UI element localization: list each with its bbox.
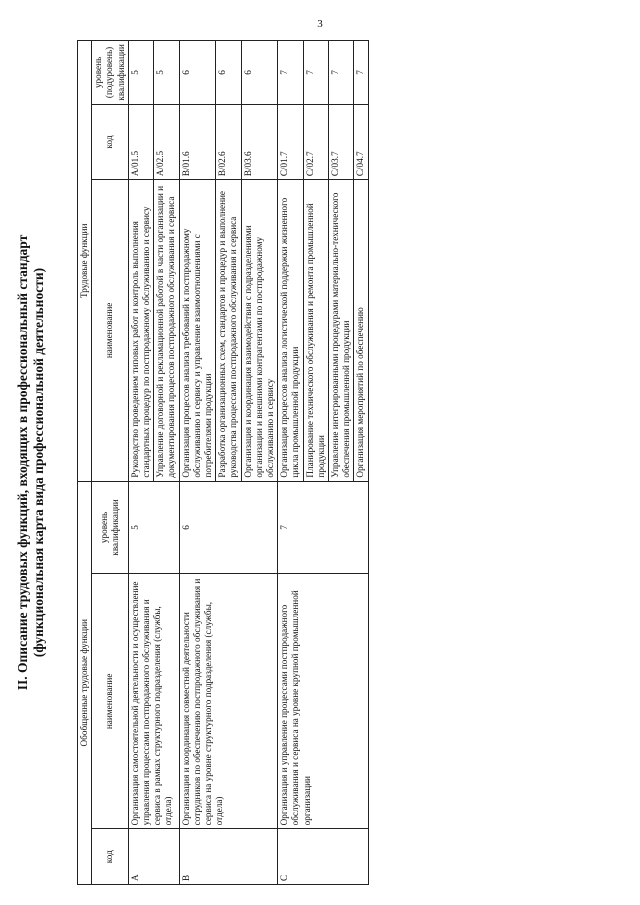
header-labor-functions: Трудовые функции [78, 41, 92, 482]
table-row [278, 41, 303, 885]
group-name: Организация самостоятельной деятельности и осуществление управления процессами постпродажного обслуживания и сервиса в рамках структурного подразделения (службы, отдела) [128, 574, 179, 829]
header-function-name: наименование [92, 180, 129, 481]
function-name: Организация мероприятий по обеспечению [354, 180, 368, 481]
group-level: 7 [278, 481, 368, 574]
section-title [15, 40, 47, 885]
function-level: 6 [179, 41, 216, 105]
header-sublevel: уровень (подуровень) квалификации [92, 41, 129, 105]
function-name: Разработка организационных схем, стандартов и процедур и выполнение руководства процессами постпродажного обслуживания и сервиса [216, 180, 241, 481]
function-level: 6 [241, 41, 278, 105]
function-level: 6 [216, 41, 241, 105]
function-code: A/02.5 [154, 104, 179, 179]
page-number: 3 [317, 18, 323, 30]
function-code: B/03.6 [241, 104, 278, 179]
function-level: 7 [303, 41, 328, 105]
header-level: уровень квалификации [92, 481, 129, 574]
function-code: C/03.7 [329, 104, 354, 179]
header-code: код [92, 829, 129, 885]
table-row [179, 41, 216, 885]
function-code: C/01.7 [278, 104, 303, 179]
function-level: 7 [329, 41, 354, 105]
function-level: 5 [128, 41, 153, 105]
function-name: Организация и координация взаимодействия с подразделениями организации и внешними контрагентами по постпродажному обслуживанию и сервису [241, 180, 278, 481]
function-code: C/04.7 [354, 104, 368, 179]
function-code: B/01.6 [179, 104, 216, 179]
function-name: Управление договорной и рекламационной работой в части организации и документирования процессов постпродажного обслуживания и сервиса [154, 180, 179, 481]
title-line-2: (функциональная карта вида профессиональной деятельности) [31, 267, 46, 658]
function-name: Организация процессов анализа логистической поддержки жизненного цикла промышленной продукции [278, 180, 303, 481]
header-function-code: код [92, 104, 129, 179]
header-name: наименование [92, 574, 129, 829]
group-level: 5 [128, 481, 179, 574]
title-line-1: II. Описание трудовых функций, входящих в профессиональный стандарт [15, 234, 30, 691]
rotated-page-content [15, 40, 615, 885]
header-generalized-functions: Обобщенные трудовые функции [78, 481, 92, 884]
function-code: C/02.7 [303, 104, 328, 179]
function-name: Руководство проведением типовых работ и контроль выполнения стандартных процедур по постпродажному обслуживанию и сервису [128, 180, 153, 481]
function-level: 5 [154, 41, 179, 105]
group-name: Организация и управление процессами постпродажного обслуживания и сервиса на уровне крупной промышленной организации [278, 574, 368, 829]
group-code: C [278, 829, 368, 885]
group-code: A [128, 829, 179, 885]
function-level: 7 [354, 41, 368, 105]
group-level: 6 [179, 481, 278, 574]
function-name: Управление интегрированными процедурами материально-технического обеспечения промышленной продукции [329, 180, 354, 481]
function-name: Планирование технического обслуживания и ремонта промышленной продукции [303, 180, 328, 481]
function-level: 7 [278, 41, 303, 105]
function-code: B/02.6 [216, 104, 241, 179]
group-name: Организация и координация совместной деятельности сотрудников по обеспечению постпродажного обслуживания и сервиса на уровне структурного подразделения (службы, отдела) [179, 574, 278, 829]
functional-map-table [77, 40, 369, 885]
table-row [128, 41, 153, 885]
group-code: B [179, 829, 278, 885]
function-code: A/01.5 [128, 104, 153, 179]
function-name: Организация процессов анализа требований к постпродажному обслуживанию и сервису и управление взаимоотношениями с потребителями продукции [179, 180, 216, 481]
